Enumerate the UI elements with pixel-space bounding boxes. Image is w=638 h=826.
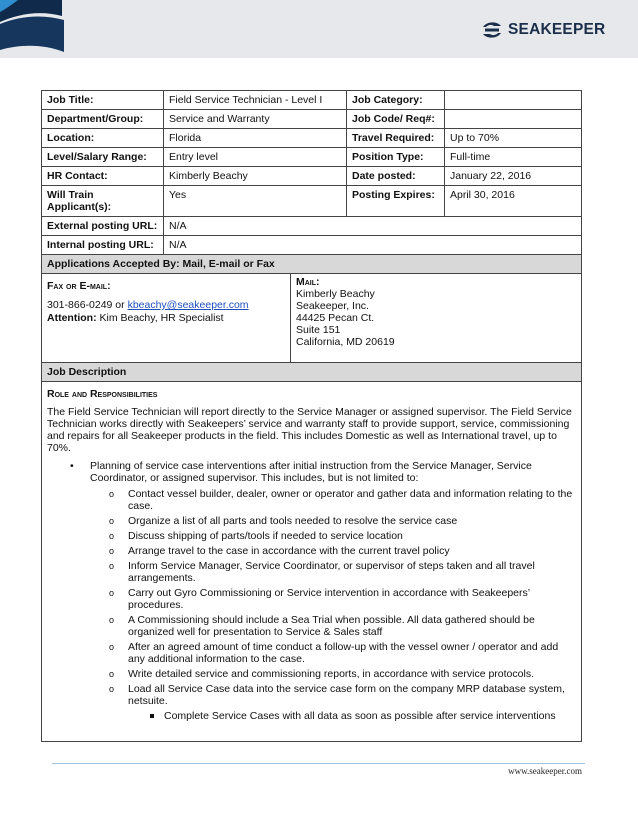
level-value: Entry level [164, 148, 347, 166]
mail-line: Seakeeper, Inc. [296, 300, 369, 312]
mail-section [291, 274, 581, 362]
footer-divider [52, 763, 585, 764]
date-posted-value: January 22, 2016 [450, 170, 532, 182]
job-code-value [445, 110, 581, 128]
job-category-label: Job Category: [347, 91, 445, 109]
mail-line: California, MD 20619 [296, 336, 395, 348]
nested-sublist [128, 710, 576, 722]
row-internal-url [42, 236, 581, 255]
list-item: o Carry out Gyro Commissioning or Service intervention in accordance with Seakeepers’ procedures. [90, 587, 576, 611]
list-item: o Inform Service Manager, Service Coordinator, or supervisor of steps taken and all travel arrangements. [90, 560, 576, 584]
description-body [42, 382, 581, 741]
job-code-label: Job Code/ Req#: [347, 110, 445, 128]
location-label: Location: [42, 129, 164, 147]
planning-bullet: Planning of service case interventions after initial instruction from the Service Manager, Service Coordinator, or assigned supervisor. This includes, but is not limited to: [90, 460, 532, 484]
will-train-label: Will Train Applicant(s): [42, 186, 164, 216]
internal-url-value: N/A [169, 239, 187, 251]
header-band [0, 0, 638, 58]
phone-number: 301-866-0249 or [47, 299, 128, 311]
position-type-value: Full-time [450, 151, 491, 163]
footer-url[interactable]: www.seakeeper.com [508, 766, 582, 776]
travel-value: Up to 70% [450, 132, 500, 144]
hr-contact-label: HR Contact: [42, 167, 164, 185]
job-title-label: Job Title: [42, 91, 164, 109]
row-applications-header [42, 255, 581, 274]
planning-sublist [90, 488, 576, 722]
list-item [90, 683, 576, 722]
intro-paragraph: The Field Service Technician will report directly to the Service Manager or assigned supervisor. The Field Service Technician works directly with Seakeepers’ service and warranty staff to provide support, service, commissioning and repairs for all Seakeeper products in the field. This includes Domestic as well as International travel, up to 70%. [47, 406, 572, 454]
list-item: o After an agreed amount of time conduct a follow-up with the vessel owner / operator and add any additional information to the case. [90, 641, 576, 665]
seakeeper-logo-icon [479, 17, 505, 43]
load-data-item: Load all Service Case data into the service case form on the company MRP database system, netsuite. [128, 683, 565, 707]
posting-expires-label: Posting Expires: [347, 186, 445, 216]
fax-email-label: Fax or E-mail: [47, 280, 111, 292]
department-label: Department/Group: [42, 110, 164, 128]
row-application-contacts [42, 274, 581, 363]
seakeeper-logo [479, 17, 605, 43]
attention-line [47, 312, 285, 325]
external-url-label: External posting URL: [42, 217, 164, 235]
responsibility-list [70, 460, 576, 722]
row-department [42, 110, 581, 129]
row-description-header [42, 363, 581, 382]
description-header: Job Description [42, 363, 581, 381]
mail-line: Suite 151 [296, 324, 341, 336]
list-item: o Organize a list of all parts and tools needed to resolve the service case [90, 515, 576, 527]
list-item: o A Commissioning should include a Sea Trial when possible. All data gathered should be organized well for presentation to Service & Sales staff [90, 614, 576, 638]
row-hr-contact [42, 167, 581, 186]
job-posting-table [41, 90, 582, 742]
position-type-label: Position Type: [347, 148, 445, 166]
will-train-value: Yes [164, 186, 347, 216]
location-value: Florida [164, 129, 347, 147]
row-job-title [42, 91, 581, 110]
posting-expires-value: April 30, 2016 [450, 189, 515, 201]
hr-contact-value: Kimberly Beachy [164, 167, 347, 185]
row-will-train [42, 186, 581, 217]
row-external-url [42, 217, 581, 236]
row-level [42, 148, 581, 167]
row-description [42, 382, 581, 741]
job-category-value [445, 91, 581, 109]
list-item: o Contact vessel builder, dealer, owner or operator and gather data and information relating to the case. [90, 488, 576, 512]
list-item: o Discuss shipping of parts/tools if needed to service location [90, 530, 576, 542]
attention-value: Kim Beachy, HR Specialist [96, 312, 224, 324]
roles-heading: Role and Responsibilities [47, 388, 158, 400]
fax-email-section [42, 274, 291, 362]
phone-email-line [47, 299, 285, 312]
external-url-value: N/A [169, 220, 187, 232]
applications-header: Applications Accepted By: Mail, E-mail or Fax [42, 255, 581, 273]
list-item [70, 460, 576, 722]
mail-line: Kimberly Beachy [296, 288, 375, 300]
level-label: Level/Salary Range: [42, 148, 164, 166]
list-item: o Arrange travel to the case in accordance with the current travel policy [90, 545, 576, 557]
travel-label: Travel Required: [347, 129, 445, 147]
internal-url-label: Internal posting URL: [42, 236, 164, 254]
mail-label: Mail: [296, 276, 320, 288]
corner-wave-graphic [0, 0, 70, 58]
brand-name: SEAKEEPER [508, 21, 606, 38]
list-item: o Write detailed service and commissioning reports, in accordance with service protocols. [90, 668, 576, 680]
list-item: Complete Service Cases with all data as soon as possible after service interventions [128, 710, 576, 722]
job-title-value: Field Service Technician - Level I [164, 91, 347, 109]
department-value: Service and Warranty [164, 110, 347, 128]
date-posted-label: Date posted: [347, 167, 445, 185]
mail-line: 44425 Pecan Ct. [296, 312, 375, 324]
row-location [42, 129, 581, 148]
attention-label: Attention: [47, 312, 97, 324]
email-link[interactable]: kbeachy@seakeeper.com [127, 299, 249, 311]
